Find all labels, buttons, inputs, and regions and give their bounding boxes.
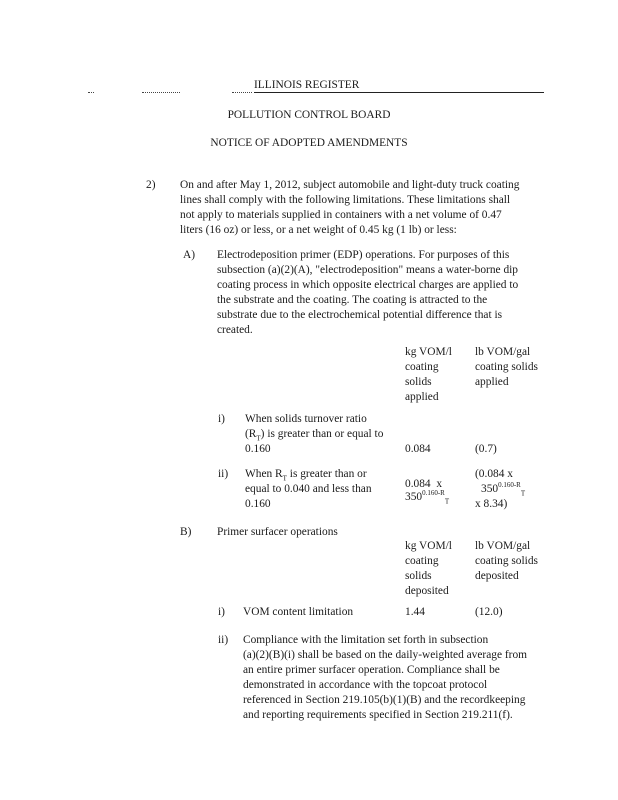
header-line: coating solids: [475, 361, 538, 373]
header-line: kg VOM/l: [405, 346, 452, 358]
item-a-ii-label: ii): [218, 468, 229, 480]
power-subscript: T: [520, 489, 526, 498]
header-line: solids: [405, 570, 432, 582]
power-exponent: 0.160-R: [498, 481, 521, 490]
header-line: lb VOM/gal: [475, 540, 531, 552]
item-a-line: Electrodeposition primer (EDP) operations. For purposes of this: [217, 249, 510, 261]
header-line: deposited: [475, 570, 519, 582]
header-left-dots-3: [232, 92, 252, 93]
item-a-i-lb: (0.7): [475, 443, 497, 455]
item-2-line: not apply to materials supplied in containers with a net volume of 0.47: [180, 209, 502, 221]
header-line: lb VOM/gal: [475, 346, 531, 358]
item-a-ii-line: 0.160: [245, 498, 271, 510]
item-b-ii-line: and reporting requirements specified in Section 219.211(f).: [243, 709, 513, 721]
item-a-line: substrate due to the electrochemical potential difference that is: [217, 309, 503, 321]
header-line: deposited: [405, 585, 449, 597]
item-b-label: B): [180, 526, 192, 538]
header-rule: [254, 92, 544, 93]
header-line: kg VOM/l: [405, 540, 452, 552]
text-segment: ) is greater than or equal to: [260, 428, 384, 440]
item-a-i-kg: 0.084: [405, 443, 431, 455]
item-2-line: liters (16 oz) or less, or a net weight of 0.45 kg (1 lb) or less:: [180, 224, 457, 236]
item-a-i-line: When solids turnover ratio: [245, 413, 367, 425]
item-2-line: lines shall comply with the following limitations. These limitations shall: [180, 194, 511, 206]
item-b-title: Primer surfacer operations: [217, 526, 338, 538]
notice-title: NOTICE OF ADOPTED AMENDMENTS: [210, 137, 408, 149]
item-2-line: On and after May 1, 2012, subject automobile and light-duty truck coating: [180, 179, 520, 191]
item-a-ii-kg-power: [405, 490, 449, 505]
item-a-ii-lb-power: [481, 482, 525, 497]
text-segment: When R: [245, 468, 283, 480]
item-b-ii-line: (a)(2)(B)(i) shall be based on the daily-weighted average from: [243, 649, 528, 661]
item-a-line: created.: [217, 324, 253, 336]
item-a-line: coating process in which opposite electrical charges are applied to: [217, 279, 519, 291]
power-subscript: T: [444, 497, 450, 506]
item-a-ii-lb-close: x 8.34): [475, 498, 508, 510]
header-left-dots-2: [142, 92, 180, 93]
text-segment: is greater than or: [286, 468, 367, 480]
item-b-i-label: i): [218, 606, 225, 618]
item-a-i-line: 0.160: [245, 443, 271, 455]
header-line: coating: [405, 361, 439, 373]
item-b-i-text: VOM content limitation: [243, 606, 354, 618]
header-line: applied: [405, 391, 439, 403]
header-line: coating solids: [475, 555, 538, 567]
subscript: T: [256, 434, 261, 443]
item-a-line: the substrate and the coating. The coating is attracted to the: [217, 294, 488, 306]
item-b-ii-line: Compliance with the limitation set forth in subsection: [243, 634, 489, 646]
board-title: POLLUTION CONTROL BOARD: [227, 109, 391, 121]
power-base: 350: [481, 483, 499, 495]
header-line: coating: [405, 555, 439, 567]
text-segment: (R: [245, 428, 257, 440]
power-base: 350: [405, 491, 423, 503]
item-a-line: subsection (a)(2)(A), "electrodeposition" means a water-borne dip: [217, 264, 519, 276]
header-line: applied: [475, 376, 509, 388]
item-a-i-line: [245, 427, 383, 442]
item-a-ii-line: [245, 467, 367, 482]
item-a-ii-line: equal to 0.040 and less than: [245, 483, 372, 495]
power-exponent: 0.160-R: [422, 489, 445, 498]
item-b-ii-line: an entire primer surfacer operation. Compliance shall be: [243, 664, 500, 676]
formula-operator: x: [436, 478, 443, 490]
item-2-label: 2): [146, 179, 156, 191]
item-b-ii-line: referenced in Section 219.105(b)(1)(B) and the recordkeeping: [243, 694, 526, 706]
item-b-i-kg: 1.44: [405, 606, 425, 618]
item-a-label: A): [183, 249, 196, 261]
register-title: ILLINOIS REGISTER: [254, 79, 360, 91]
formula-base: 0.084: [405, 478, 431, 490]
item-b-i-lb: (12.0): [475, 606, 503, 618]
header-line: solids: [405, 376, 432, 388]
item-a-i-label: i): [218, 413, 225, 425]
item-b-ii-label: ii): [218, 634, 229, 646]
item-a-ii-lb-open: (0.084 x: [475, 468, 513, 480]
header-left-dots-1: [88, 92, 94, 93]
subscript: T: [282, 474, 287, 483]
item-b-ii-line: demonstrated in accordance with the topcoat protocol: [243, 679, 488, 691]
